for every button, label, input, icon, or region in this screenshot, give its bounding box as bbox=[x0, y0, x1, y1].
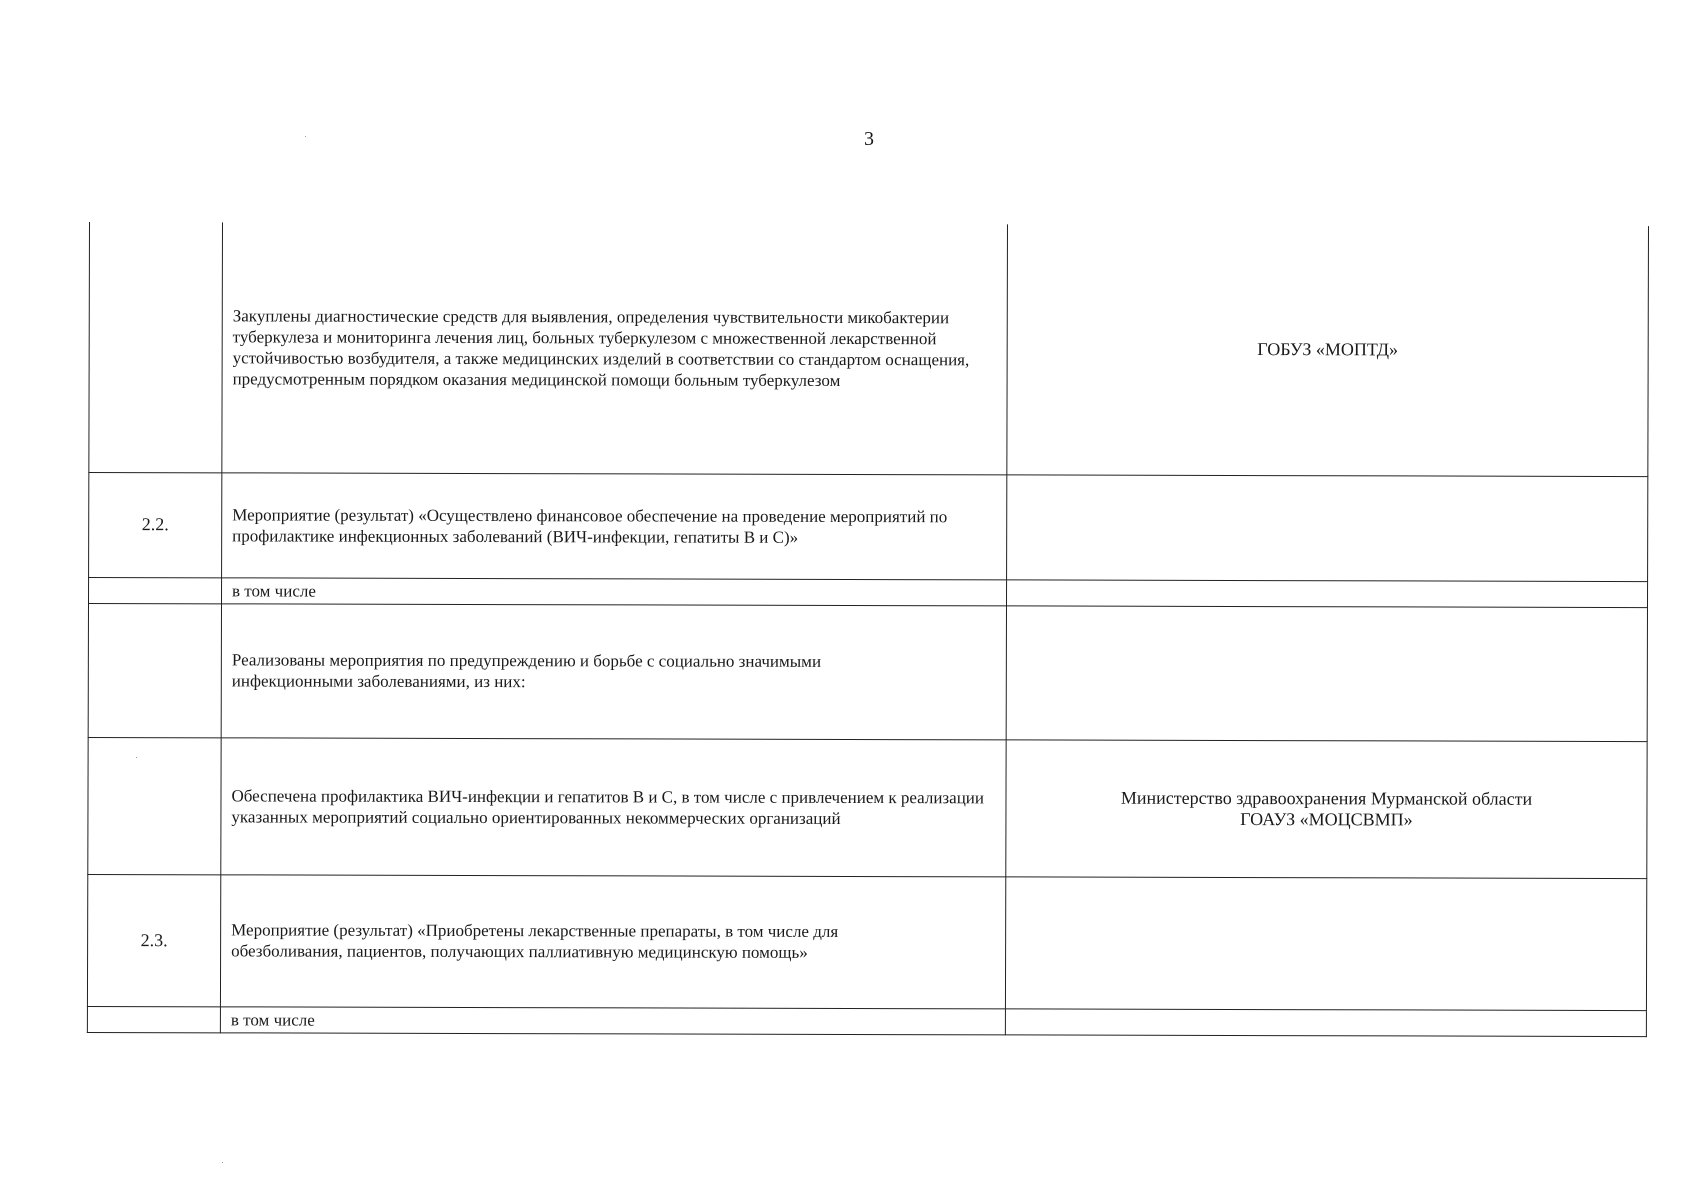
table-row bbox=[89, 472, 1648, 581]
responsible-cell bbox=[1007, 474, 1648, 581]
responsible-cell bbox=[1007, 224, 1649, 476]
measure-text bbox=[220, 874, 1005, 1008]
table-row bbox=[89, 222, 1649, 476]
responsible-cell bbox=[1005, 1008, 1646, 1036]
responsible-cell bbox=[1005, 876, 1646, 1010]
row-number bbox=[89, 577, 222, 603]
table-row bbox=[87, 1006, 1646, 1036]
page-number: 3 bbox=[864, 128, 874, 150]
table-row bbox=[88, 737, 1647, 878]
measure-text-content: Мероприятие (результат) «Приобретены лекарственные препараты, в том числе для обезболивания, пациентов, получающих паллиативную медицинскую помощь» bbox=[231, 920, 839, 962]
measure-text-content: Закуплены диагностические средств для выявления, определения чувствительности микобактерии туберкулеза и мониторинга лечения лиц, больных туберкулезом с множественной лекарственной устойчивостью возбудителя, а также медицинских изделий в соответствии со стандартом оснащения, предусмотренным порядком оказания медицинской помощи больным туберкулезом bbox=[232, 306, 970, 390]
responsible-org: ГОАУЗ «МОЦСВМП» bbox=[1240, 808, 1413, 829]
row-number bbox=[88, 737, 221, 874]
measure-text-content: Обеспечена профилактика ВИЧ-инфекции и гепатитов В и С, в том числе с привлечением к реализации указанных мероприятий социально ориентированных некоммерческих организаций bbox=[231, 785, 985, 828]
table-row bbox=[89, 577, 1648, 607]
measure-text bbox=[222, 472, 1007, 579]
measures-table bbox=[87, 222, 1649, 1037]
measure-text bbox=[222, 222, 1008, 474]
measure-text bbox=[221, 603, 1006, 739]
row-number: 2.2. bbox=[89, 472, 222, 577]
row-number bbox=[89, 222, 223, 472]
table-row bbox=[87, 874, 1646, 1010]
responsible-org: ГОБУЗ «МОПТД» bbox=[1257, 339, 1399, 360]
measure-text: в том числе bbox=[222, 577, 1007, 605]
row-number bbox=[88, 603, 221, 737]
row-number: 2.3. bbox=[87, 874, 220, 1006]
responsible-cell bbox=[1006, 579, 1647, 607]
responsible-cell bbox=[1006, 605, 1647, 741]
row-number bbox=[87, 1006, 220, 1032]
scan-speck bbox=[136, 757, 137, 758]
responsible-cell bbox=[1006, 739, 1647, 878]
measure-text: в том числе bbox=[220, 1006, 1005, 1034]
measure-text-content: Реализованы мероприятия по предупреждению и борьбе с социально значимыми инфекционными заболеваниями, из них: bbox=[231, 650, 822, 692]
table-row bbox=[88, 603, 1647, 741]
responsible-org: Министерство здравоохранения Мурманской области bbox=[1120, 787, 1533, 809]
scan-speck bbox=[305, 136, 306, 137]
scan-speck bbox=[222, 1162, 223, 1163]
measure-text bbox=[221, 737, 1006, 876]
measure-text-content: Мероприятие (результат) «Осуществлено финансовое обеспечение на проведение мероприятий по профилактике инфекционных заболеваний (ВИЧ-инфекции, гепатиты В и С)» bbox=[232, 504, 948, 547]
